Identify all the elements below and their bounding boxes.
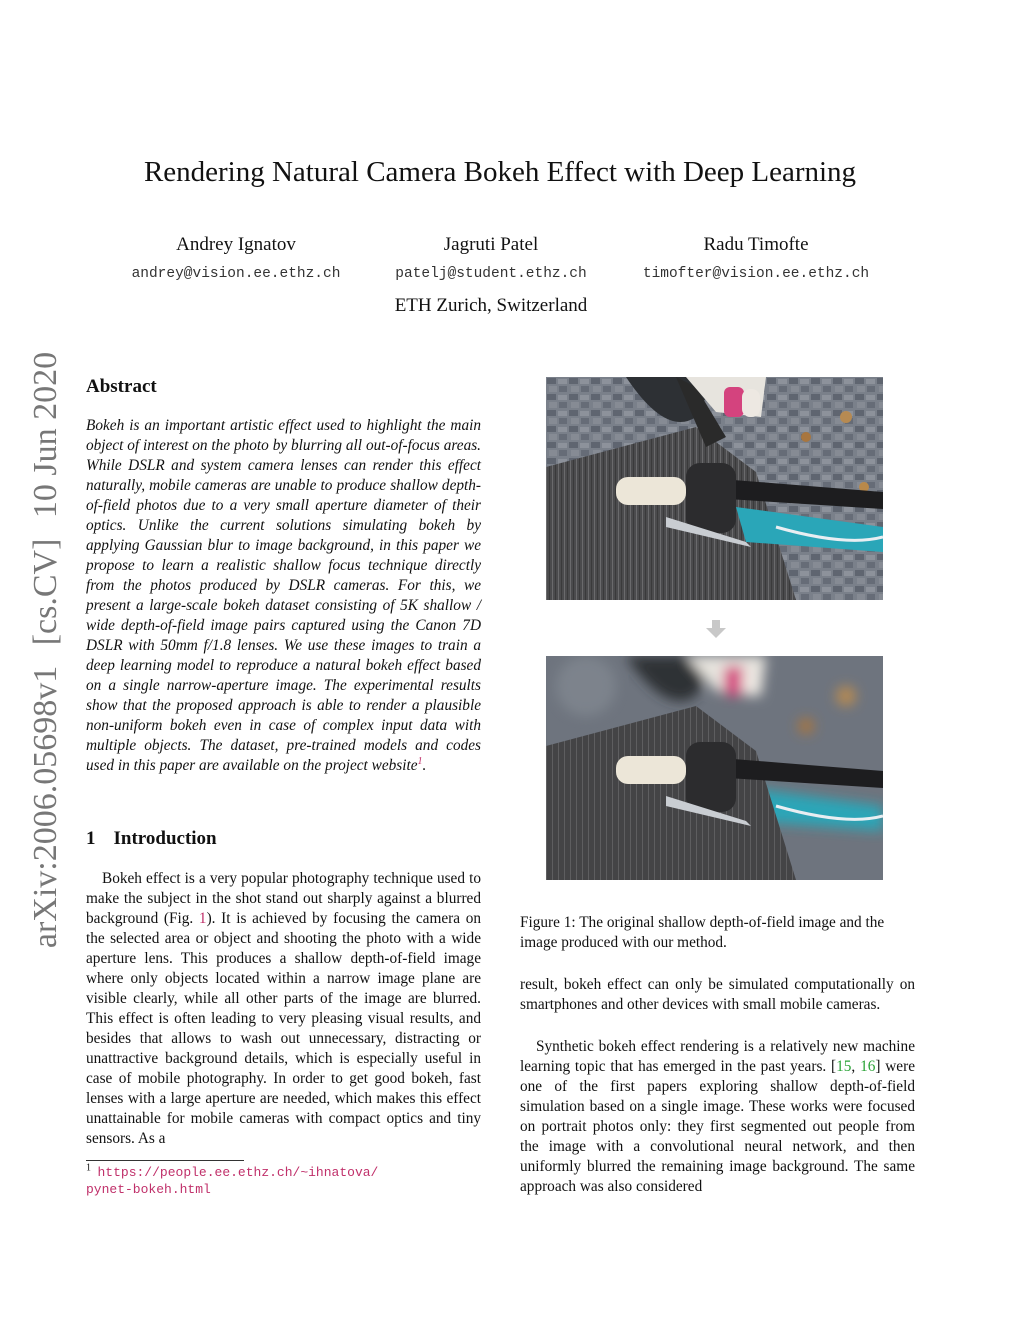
arxiv-stamp xyxy=(27,346,65,954)
author-email: timofter@vision.ee.ethz.ch xyxy=(642,266,870,282)
section-number: 1 xyxy=(86,828,96,849)
author-name: Radu Timofte xyxy=(703,234,809,255)
intro-paragraph-2 xyxy=(520,1037,915,1197)
footnote-ref[interactable]: 1 xyxy=(417,755,423,767)
bokeh-photo xyxy=(546,656,883,880)
figure-bokeh-image xyxy=(546,656,883,880)
author-email: patelj@student.ethz.ch xyxy=(395,266,587,282)
affiliation: ETH Zurich, Switzerland xyxy=(394,295,588,316)
down-arrow-icon xyxy=(706,620,726,643)
intro-text: Bokeh effect is a very popular photography technique used to make the subject in the shot stand out sharply against a blurred background (Fig. xyxy=(86,870,481,927)
author-name: Andrey Ignatov xyxy=(176,234,296,255)
paper-title: Rendering Natural Camera Bokeh Effect with Deep Learning xyxy=(143,156,857,188)
footnote-divider xyxy=(86,1160,244,1161)
intro-paragraph-cont: result, bokeh effect can only be simulated computationally on smartphones and other devices with small mobile cameras. xyxy=(520,976,915,1013)
intro-text: ). It is achieved by focusing the camera on the selected area or object and shooting the photo with a wide aperture lens. This produces a shallow depth-of-field image where only objects located within a narrow image plane are visible clearly, while all other parts of the image are blurred. This effect is often leading to very pleasing visual results, and besides that allows to wash out unnecessary, distracting or unattractive background details, which is especially useful in case of mobile photography. In order to get good bokeh, fast lenses with a large aperture are needed, which makes this effect unattainable for mobile cameras with compact optics and tiny sensors. As a xyxy=(86,910,482,1147)
figure-ref[interactable]: 1 xyxy=(198,910,207,927)
footnote-mark: 1 xyxy=(86,1162,91,1174)
section-title: Introduction xyxy=(113,828,217,849)
citation-link[interactable]: 16 xyxy=(860,1058,876,1075)
original-photo xyxy=(546,377,883,600)
author-block xyxy=(382,234,600,282)
abstract-body xyxy=(86,416,481,776)
figure-original-image xyxy=(546,377,883,600)
footnote xyxy=(86,1163,486,1198)
abstract-heading: Abstract xyxy=(86,376,157,397)
intro-text: Synthetic bokeh effect rendering is a relatively new machine learning topic that has emerged in the past years. [ xyxy=(520,1038,915,1075)
intro-paragraph xyxy=(86,869,481,1149)
author-email: andrey@vision.ee.ethz.ch xyxy=(131,266,341,282)
abstract-text: Bokeh is an important artistic effect used to highlight the main object of interest on the photo by blurring all out-of-focus areas. While DSLR and system camera lenses can render this effect naturally, mobile cameras are unable to produce shallow depth-of-field photos due to a very small aperture diameter of their optics. Unlike the current solutions simulating bokeh by applying Gaussian blur to image background, in this paper we propose to learn a realistic shallow focus technique directly from the photos produced by DSLR cameras. For this, we present a large-scale bokeh dataset consisting of 5K shallow / wide depth-of-field image pairs captured using the Canon 7D DSLR with 50mm f/1.8 lenses. We use these images to train a deep learning model to reproduce a natural bokeh effect based on a single narrow-aperture image. The experimental results show that the proposed approach is able to render a plausible non-uniform bokeh even in case of complex input data with multiple objects. The dataset, pre-trained models and codes used in this paper are available on the project website xyxy=(86,417,481,774)
figure-caption: Figure 1: The original shallow depth-of-field image and the image produced with our method. xyxy=(520,914,885,951)
author-name: Jagruti Patel xyxy=(443,234,539,255)
abstract-end: . xyxy=(422,757,427,774)
arxiv-id: arXiv:2006.05698v1 xyxy=(27,665,64,949)
arxiv-category: [cs.CV] xyxy=(27,538,64,646)
footnote-url[interactable]: https://people.ee.ethz.ch/~ihnatova/ xyxy=(97,1165,379,1180)
citation-link[interactable]: 15 xyxy=(836,1058,852,1075)
intro-text: ] were one of the first papers exploring shallow depth-of-field simulation based on a single image. These works were focused on portrait photos only: they first segmented out people from the image with a convolutional neural network, and then uniformly blurred the remaining image background. The same approach was also considered xyxy=(520,1058,915,1195)
author-block xyxy=(126,234,346,282)
citation-separator: , xyxy=(851,1058,861,1075)
section-heading-introduction xyxy=(86,828,217,850)
author-block xyxy=(636,234,876,282)
arxiv-date: 10 Jun 2020 xyxy=(27,351,64,519)
footnote-url-cont[interactable]: pynet-bokeh.html xyxy=(86,1182,211,1197)
